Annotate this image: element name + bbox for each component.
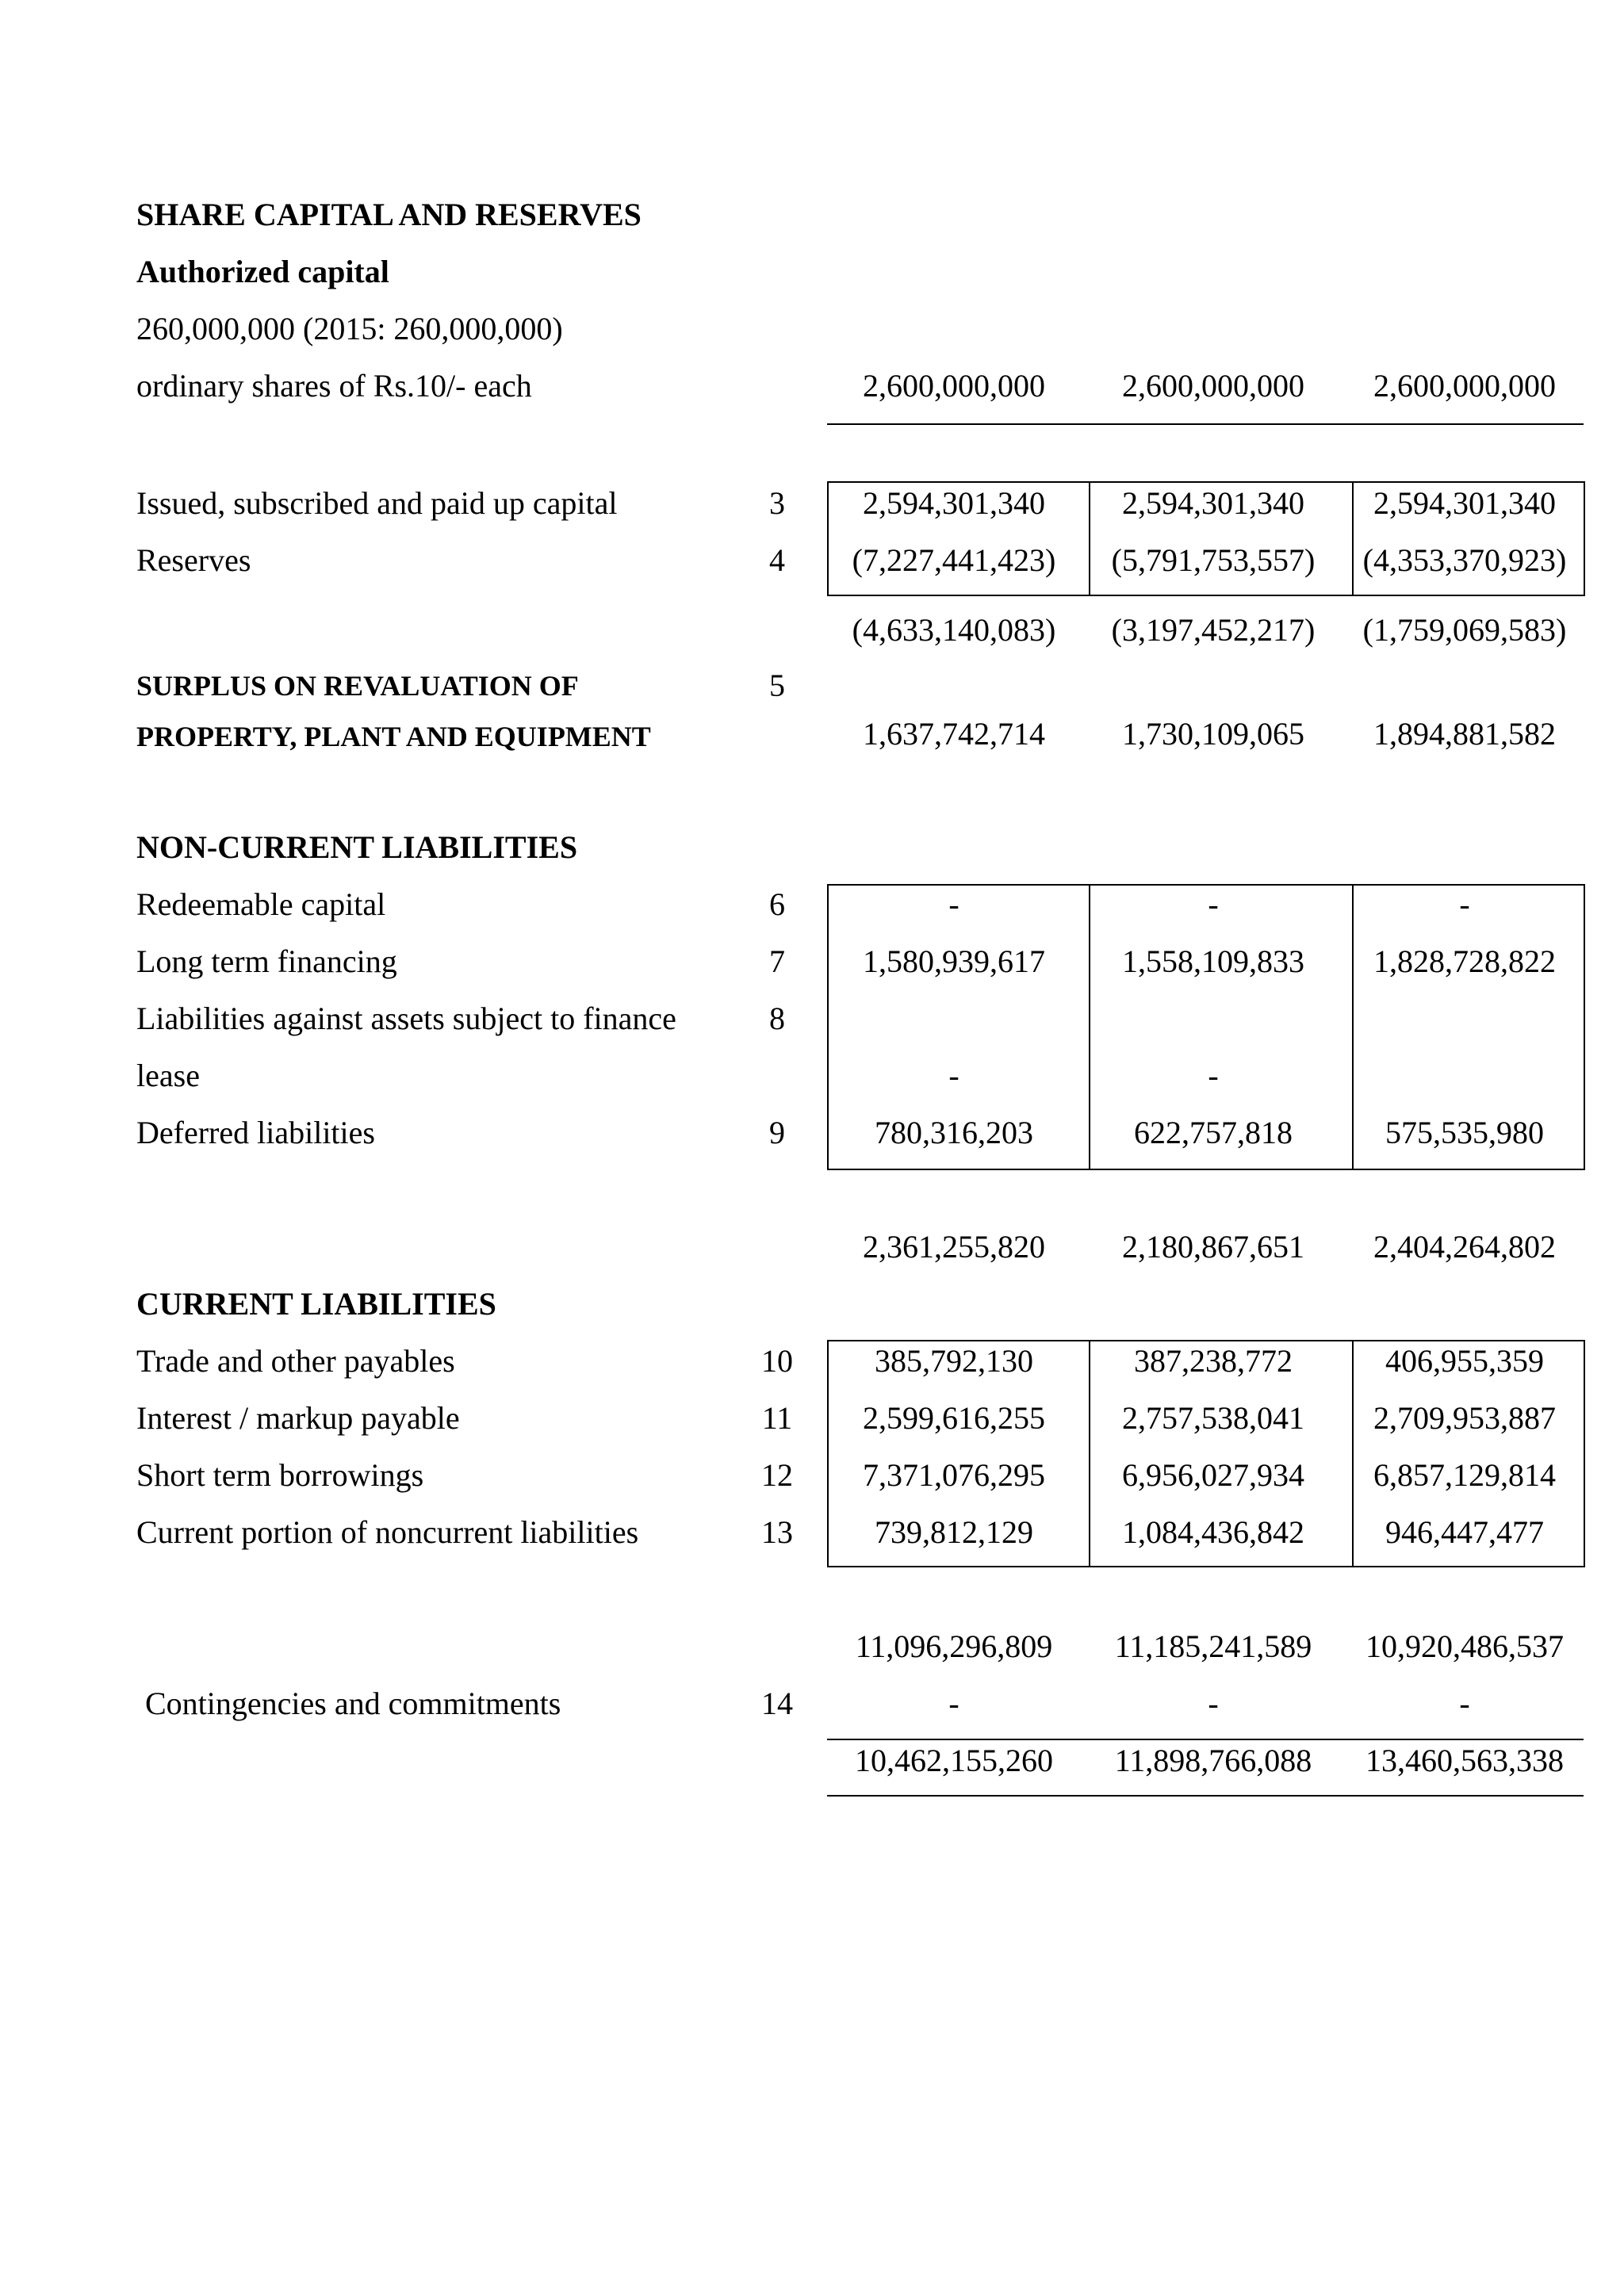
interest-payable-col2: 2,757,538,041 <box>1122 1400 1304 1436</box>
current-portion-label: Current portion of noncurrent liabilities <box>136 1514 639 1550</box>
lease-liabilities-note: 8 <box>769 1001 785 1036</box>
grand-total-col3: 13,460,563,338 <box>1365 1743 1564 1778</box>
current-total-col2: 11,185,241,589 <box>1114 1628 1312 1664</box>
trade-payables-note: 10 <box>761 1343 793 1379</box>
redeemable-capital-col3: - <box>1459 886 1470 922</box>
short-term-borrowings-col2: 6,956,027,934 <box>1122 1457 1304 1493</box>
surplus-col3: 1,894,881,582 <box>1373 716 1556 752</box>
grand-total-topline <box>827 1739 1584 1740</box>
short-term-borrowings-note: 12 <box>761 1457 793 1493</box>
interest-payable-label: Interest / markup payable <box>136 1400 460 1436</box>
surplus-heading-line-1: SURPLUS ON REVALUATION OF <box>136 670 579 702</box>
reserves-label: Reserves <box>136 542 251 578</box>
lease-liabilities-col2: - <box>1208 1058 1219 1093</box>
issued-capital-label: Issued, subscribed and paid up capital <box>136 485 618 521</box>
issued-capital-col1: 2,594,301,340 <box>863 485 1045 521</box>
issued-capital-col3: 2,594,301,340 <box>1373 485 1556 521</box>
issued-capital-note: 3 <box>769 485 785 521</box>
contingencies-label: Contingencies and commitments <box>145 1686 561 1721</box>
current-liabilities-heading: CURRENT LIABILITIES <box>136 1286 496 1322</box>
lease-liabilities-col1: - <box>948 1058 959 1093</box>
surplus-note: 5 <box>769 668 785 703</box>
short-term-borrowings-col3: 6,857,129,814 <box>1373 1457 1556 1493</box>
trade-payables-col3: 406,955,359 <box>1385 1343 1544 1379</box>
non-current-total-col3: 2,404,264,802 <box>1373 1229 1556 1265</box>
grand-total-col1: 10,462,155,260 <box>855 1743 1053 1778</box>
interest-payable-col3: 2,709,953,887 <box>1373 1400 1556 1436</box>
non-current-total-col1: 2,361,255,820 <box>863 1229 1045 1265</box>
authorized-value-col2: 2,600,000,000 <box>1122 368 1304 404</box>
deferred-liabilities-col1: 780,316,203 <box>875 1115 1033 1150</box>
grand-total-underline <box>827 1795 1584 1797</box>
reserves-col2: (5,791,753,557) <box>1111 542 1316 578</box>
trade-payables-col1: 385,792,130 <box>875 1343 1033 1379</box>
contingencies-col2: - <box>1208 1686 1219 1721</box>
grand-total-col2: 11,898,766,088 <box>1114 1743 1312 1778</box>
share-capital-heading: SHARE CAPITAL AND RESERVES <box>136 197 642 232</box>
long-term-financing-col3: 1,828,728,822 <box>1373 943 1556 979</box>
redeemable-capital-col2: - <box>1208 886 1219 922</box>
authorized-underline <box>827 423 1584 425</box>
trade-payables-label: Trade and other payables <box>136 1343 455 1379</box>
long-term-financing-label: Long term financing <box>136 943 397 979</box>
non-current-total-col2: 2,180,867,651 <box>1122 1229 1304 1265</box>
current-portion-col2: 1,084,436,842 <box>1122 1514 1304 1550</box>
long-term-financing-col1: 1,580,939,617 <box>863 943 1045 979</box>
current-portion-col1: 739,812,129 <box>875 1514 1033 1550</box>
deferred-liabilities-label: Deferred liabilities <box>136 1115 375 1150</box>
current-portion-col3: 946,447,477 <box>1385 1514 1544 1550</box>
authorized-value-col3: 2,600,000,000 <box>1373 368 1556 404</box>
redeemable-capital-note: 6 <box>769 886 785 922</box>
contingencies-note: 14 <box>761 1686 793 1721</box>
authorized-desc-line-1: 260,000,000 (2015: 260,000,000) <box>136 311 563 346</box>
current-portion-note: 13 <box>761 1514 793 1550</box>
long-term-financing-note: 7 <box>769 943 785 979</box>
current-total-col3: 10,920,486,537 <box>1365 1628 1564 1664</box>
non-current-heading: NON-CURRENT LIABILITIES <box>136 829 578 865</box>
reserves-col3: (4,353,370,923) <box>1362 542 1567 578</box>
interest-payable-col1: 2,599,616,255 <box>863 1400 1045 1436</box>
deferred-liabilities-col3: 575,535,980 <box>1385 1115 1544 1150</box>
long-term-financing-col2: 1,558,109,833 <box>1122 943 1304 979</box>
surplus-heading-line-2: PROPERTY, PLANT AND EQUIPMENT <box>136 721 651 752</box>
redeemable-capital-col1: - <box>948 886 959 922</box>
authorized-desc-line-2: ordinary shares of Rs.10/- each <box>136 368 532 404</box>
lease-liabilities-label-line-2: lease <box>136 1058 200 1093</box>
share-capital-total-col1: (4,633,140,083) <box>852 612 1056 648</box>
deferred-liabilities-note: 9 <box>769 1115 785 1150</box>
contingencies-col1: - <box>948 1686 959 1721</box>
trade-payables-col2: 387,238,772 <box>1134 1343 1293 1379</box>
authorized-capital-heading: Authorized capital <box>136 254 389 289</box>
reserves-note: 4 <box>769 542 785 578</box>
issued-capital-col2: 2,594,301,340 <box>1122 485 1304 521</box>
redeemable-capital-label: Redeemable capital <box>136 886 386 922</box>
contingencies-col3: - <box>1459 1686 1470 1721</box>
surplus-col1: 1,637,742,714 <box>863 716 1045 752</box>
surplus-col2: 1,730,109,065 <box>1122 716 1304 752</box>
authorized-value-col1: 2,600,000,000 <box>863 368 1045 404</box>
reserves-col1: (7,227,441,423) <box>852 542 1056 578</box>
share-capital-total-col2: (3,197,452,217) <box>1111 612 1316 648</box>
current-total-col1: 11,096,296,809 <box>855 1628 1053 1664</box>
short-term-borrowings-col1: 7,371,076,295 <box>863 1457 1045 1493</box>
interest-payable-note: 11 <box>761 1400 793 1436</box>
short-term-borrowings-label: Short term borrowings <box>136 1457 424 1493</box>
deferred-liabilities-col2: 622,757,818 <box>1134 1115 1293 1150</box>
share-capital-total-col3: (1,759,069,583) <box>1362 612 1567 648</box>
lease-liabilities-label-line-1: Liabilities against assets subject to finance <box>136 1001 676 1036</box>
